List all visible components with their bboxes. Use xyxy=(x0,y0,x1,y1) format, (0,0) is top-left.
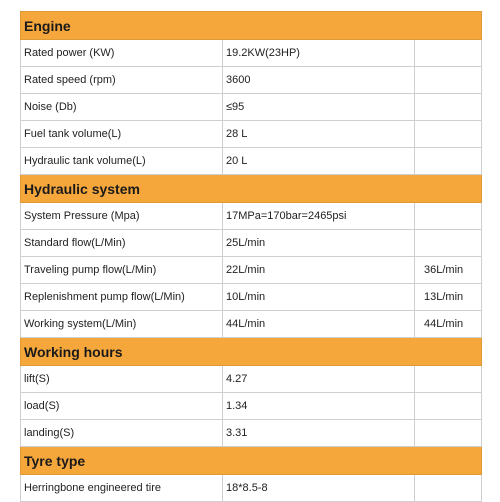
table-row xyxy=(21,366,482,393)
table-row xyxy=(21,311,482,338)
section-title: Tyre type xyxy=(21,447,482,475)
spec-value-alt xyxy=(415,94,482,121)
table-row xyxy=(21,67,482,94)
spec-value: 18*8.5-8 xyxy=(223,475,415,502)
spec-value: ≤95 xyxy=(223,94,415,121)
spec-label: Fuel tank volume(L) xyxy=(21,121,223,148)
spec-label: Rated speed (rpm) xyxy=(21,67,223,94)
spec-value-alt xyxy=(415,420,482,447)
table-row xyxy=(21,475,482,502)
table-row xyxy=(21,284,482,311)
spec-value: 10L/min xyxy=(223,284,415,311)
spec-label: lift(S) xyxy=(21,366,223,393)
table-row xyxy=(21,257,482,284)
spec-table-body xyxy=(21,12,482,502)
section-header-tyre-type xyxy=(21,447,482,475)
section-title: Engine xyxy=(21,12,482,40)
spec-label: landing(S) xyxy=(21,420,223,447)
spec-value: 20 L xyxy=(223,148,415,175)
table-row xyxy=(21,148,482,175)
spec-label: Replenishment pump flow(L/Min) xyxy=(21,284,223,311)
section-title: Working hours xyxy=(21,338,482,366)
spec-value-alt: 13L/min xyxy=(415,284,482,311)
table-row xyxy=(21,393,482,420)
spec-value-alt xyxy=(415,475,482,502)
section-header-engine xyxy=(21,12,482,40)
spec-label: Noise (Db) xyxy=(21,94,223,121)
spec-label: Herringbone engineered tire xyxy=(21,475,223,502)
spec-value-alt: 44L/min xyxy=(415,311,482,338)
spec-value-alt xyxy=(415,40,482,67)
spec-label: System Pressure (Mpa) xyxy=(21,203,223,230)
spec-value: 28 L xyxy=(223,121,415,148)
spec-value-alt xyxy=(415,67,482,94)
table-row xyxy=(21,203,482,230)
spec-value: 17MPa=170bar=2465psi xyxy=(223,203,415,230)
spec-value-alt xyxy=(415,121,482,148)
spec-value-alt xyxy=(415,203,482,230)
table-row xyxy=(21,40,482,67)
spec-value: 4.27 xyxy=(223,366,415,393)
spec-value-alt xyxy=(415,366,482,393)
section-header-hydraulic-system xyxy=(21,175,482,203)
spec-value: 25L/min xyxy=(223,230,415,257)
spec-label: Standard flow(L/Min) xyxy=(21,230,223,257)
table-row xyxy=(21,230,482,257)
spec-value-alt xyxy=(415,230,482,257)
spec-label: Rated power (KW) xyxy=(21,40,223,67)
spec-value-alt xyxy=(415,393,482,420)
table-row xyxy=(21,420,482,447)
section-title: Hydraulic system xyxy=(21,175,482,203)
spec-label: Traveling pump flow(L/Min) xyxy=(21,257,223,284)
spec-value: 22L/min xyxy=(223,257,415,284)
table-row xyxy=(21,94,482,121)
spec-value: 1.34 xyxy=(223,393,415,420)
spec-value: 3.31 xyxy=(223,420,415,447)
spec-value: 3600 xyxy=(223,67,415,94)
spec-table xyxy=(20,11,482,502)
spec-label: load(S) xyxy=(21,393,223,420)
spec-sheet xyxy=(20,11,481,502)
spec-label: Hydraulic tank volume(L) xyxy=(21,148,223,175)
spec-value: 44L/min xyxy=(223,311,415,338)
table-row xyxy=(21,121,482,148)
spec-label: Working system(L/Min) xyxy=(21,311,223,338)
section-header-working-hours xyxy=(21,338,482,366)
spec-value-alt: 36L/min xyxy=(415,257,482,284)
spec-value-alt xyxy=(415,148,482,175)
spec-value: 19.2KW(23HP) xyxy=(223,40,415,67)
